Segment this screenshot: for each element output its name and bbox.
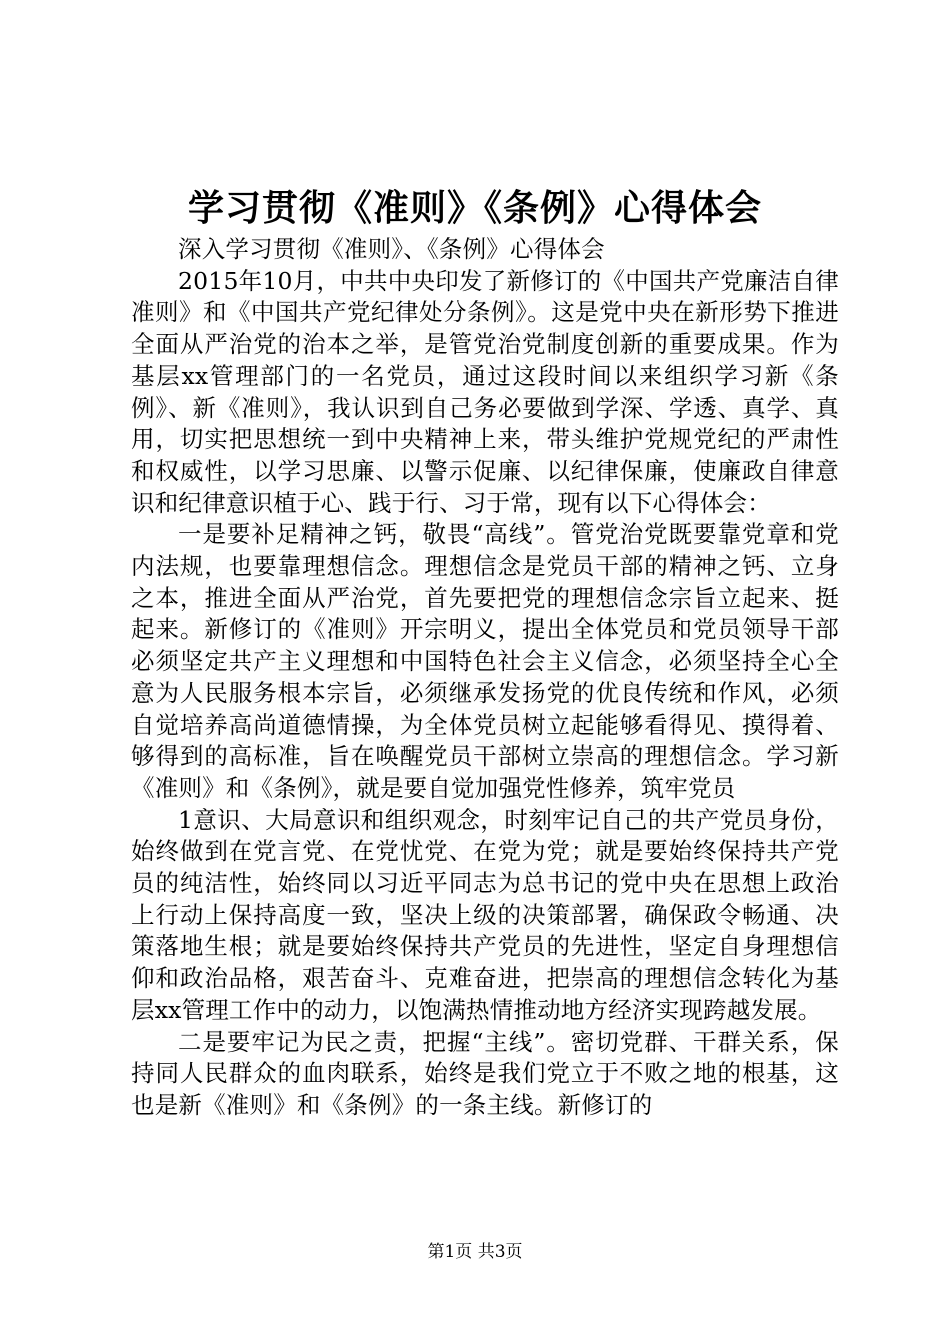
page-number-footer: 第1页 共3页 [427,1242,523,1262]
paragraph-point-one: 一是要补足精神之钙，敬畏“高线”。管党治党既要靠党章和党内法规，也要靠理想信念。理想信念是党员干部的精神之钙、立身之本，推进全面从严治党，首先要把党的理想信念宗旨立起来、挺起来。新修订的《准则》开宗明义，提出全体党员和党员领导干部必须坚定共产主义理想和中国特色社会主义信念，必须坚持全心全意为人民服务根本宗旨，必须继承发扬党的优良传统和作风，必须自觉培养高尚道德情操，为全体党员树立起能够看得见、摸得着、够得到的高标准，旨在唤醒党员干部树立崇高的理想信念。学习新《准则》和《条例》，就是要自觉加强党性修养，筑牢党员 [131,520,839,802]
paragraph-intro: 2015年10月，中共中央印发了新修订的《中国共产党廉洁自律准则》和《中国共产党纪律处分条例》。这是党中央在新形势下推进全面从严治党的治本之举，是管党治党制度创新的重要成果。作为基层xx管理部门的一名党员，通过这段时间以来组织学习新《条例》、新《准则》，我认识到自己务必要做到学深、学透、真学、真用，切实把思想统一到中央精神上来，带头维护党规党纪的严肃性和权威性，以学习思廉、以警示促廉、以纪律保廉，使廉政自律意识和纪律意识植于心、践于行、习于常，现有以下心得体会： [131,266,839,517]
document-subtitle: 深入学习贯彻《准则》、《条例》心得体会 [178,235,605,263]
paragraph-point-two: 二是要牢记为民之责，把握“主线”。密切党群、干群关系，保持同人民群众的血肉联系，始终是我们党立于不败之地的根基，这也是新《准则》和《条例》的一条主线。新修订的 [131,1027,839,1119]
document-body [131,234,839,1122]
document-title: 学习贯彻《准则》《条例》心得体会 [187,187,762,229]
paragraph-point-one-continued: 1意识、大局意识和组织观念，时刻牢记自己的共产党员身份，始终做到在党言党、在党忧党、在党为党；就是要始终保持共产党员的纯洁性，始终同以习近平同志为总书记的党中央在思想上政治上行动上保持高度一致，坚决上级的决策部署，确保政令畅通、决策落地生根；就是要始终保持共产党员的先进性，坚定自身理想信仰和政治品格，艰苦奋斗、克难奋进，把崇高的理想信念转化为基层xx管理工作中的动力，以饱满热情推动地方经济实现跨越发展。 [131,805,839,1024]
